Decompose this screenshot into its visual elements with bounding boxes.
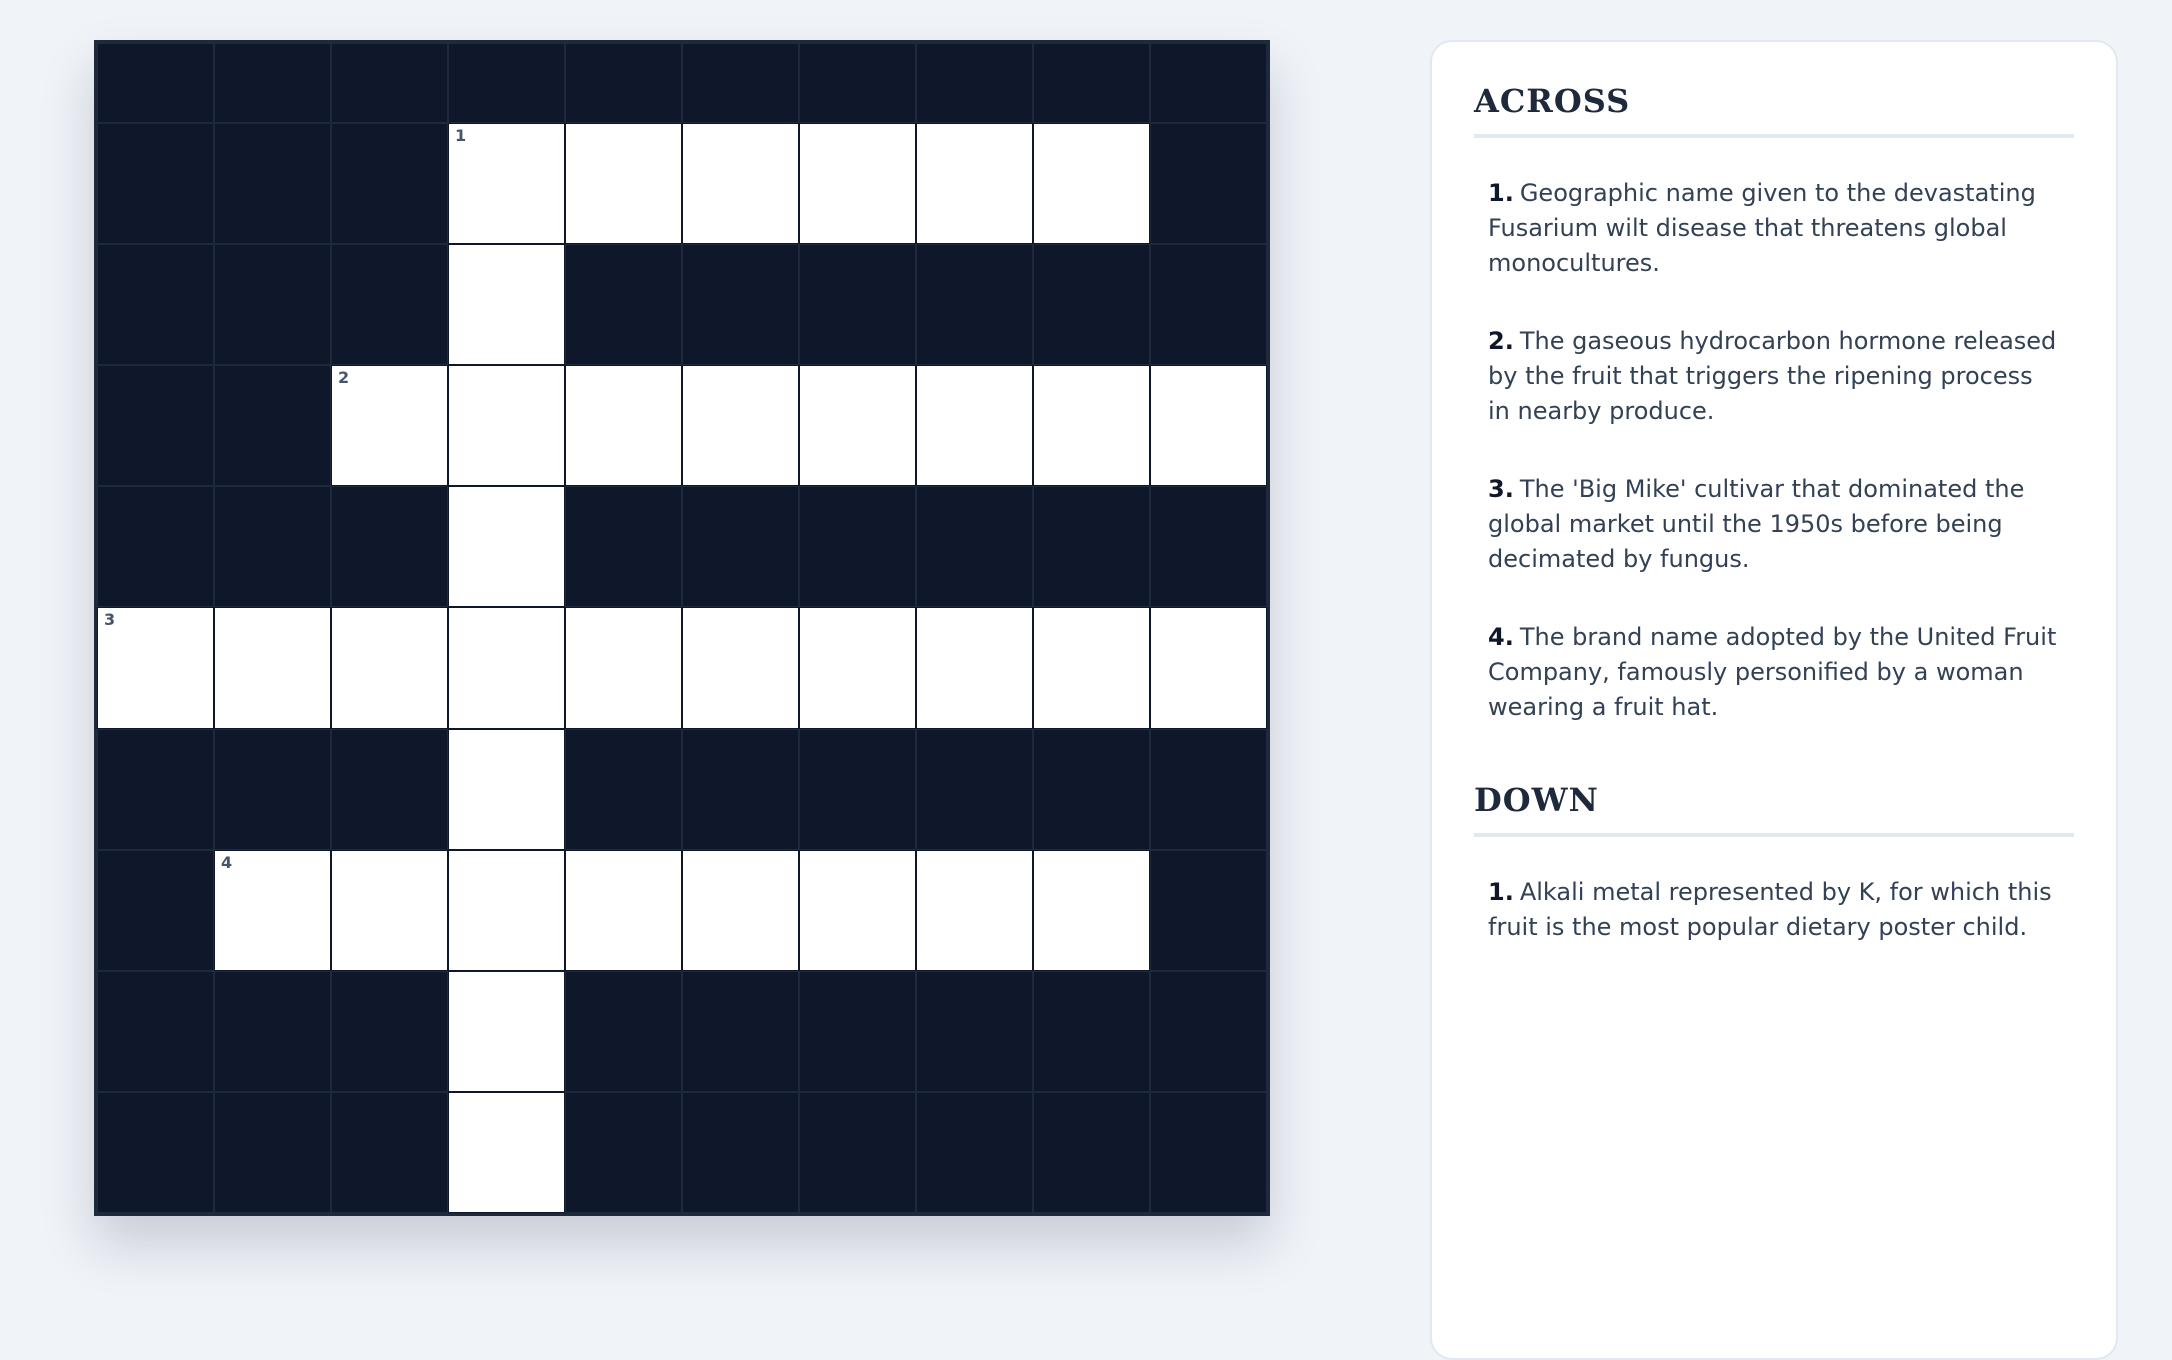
clue-item-number: 3. — [1488, 475, 1514, 503]
grid-cell-block — [682, 43, 799, 123]
grid-cell-open[interactable] — [448, 971, 565, 1092]
grid-cell-block — [682, 1092, 799, 1213]
grid-cell-block — [331, 729, 448, 850]
down-heading: DOWN — [1474, 781, 2074, 837]
grid-cell-open[interactable] — [799, 365, 916, 486]
clue-item-number: 2. — [1488, 327, 1514, 355]
grid-cell-block — [1150, 486, 1267, 607]
grid-cell-block — [682, 486, 799, 607]
grid-cell-block — [799, 729, 916, 850]
grid-cell-block — [214, 244, 331, 365]
grid-cell-block — [97, 1092, 214, 1213]
grid-cell-block — [682, 971, 799, 1092]
grid-cell-open[interactable] — [799, 850, 916, 971]
clue-number: 2 — [338, 368, 350, 388]
grid-cell-open[interactable] — [916, 123, 1033, 244]
grid-cell-block — [214, 1092, 331, 1213]
grid-cell-open[interactable] — [799, 607, 916, 728]
grid-cell-block — [565, 486, 682, 607]
grid-cell-block — [1150, 43, 1267, 123]
grid-cell-open[interactable] — [682, 850, 799, 971]
grid-cell-open[interactable] — [448, 850, 565, 971]
grid-cell-block — [97, 971, 214, 1092]
grid-cell-open[interactable] — [1150, 607, 1267, 728]
grid-cell-block — [565, 43, 682, 123]
grid-cell-block — [682, 244, 799, 365]
grid-cell-block — [1033, 729, 1150, 850]
grid-cell-block — [1150, 244, 1267, 365]
clue-item[interactable] — [1474, 620, 2074, 725]
grid-cell-block — [916, 244, 1033, 365]
grid-cell-block — [331, 1092, 448, 1213]
clue-number: 4 — [221, 852, 233, 872]
clues-panel — [1430, 40, 2118, 1360]
grid-cell-block — [1033, 486, 1150, 607]
grid-cell-block — [1150, 1092, 1267, 1213]
grid-cell-block — [799, 486, 916, 607]
clue-item-text: The brand name adopted by the United Fruit Company, famously personified by a woman wearing a fruit hat. — [1488, 623, 2057, 721]
grid-cell-block — [331, 123, 448, 244]
grid-cell-open[interactable] — [565, 850, 682, 971]
grid-cell-block — [1033, 1092, 1150, 1213]
grid-cell-open[interactable] — [565, 607, 682, 728]
clue-number: 1 — [455, 126, 467, 145]
grid-cell-block — [565, 244, 682, 365]
grid-cell-open[interactable] — [1033, 850, 1150, 971]
grid-cell-open[interactable] — [448, 244, 565, 365]
clue-item-number: 1. — [1488, 878, 1514, 906]
clue-item-number: 1. — [1488, 179, 1514, 207]
grid-cell-block — [331, 244, 448, 365]
grid-cell-block — [1033, 971, 1150, 1092]
grid-cell-open[interactable] — [916, 607, 1033, 728]
clue-item-text: Geographic name given to the devastating Fusarium wilt disease that threatens global monocultures. — [1488, 179, 2036, 277]
grid-cell-block — [214, 43, 331, 123]
grid-cell-block — [97, 43, 214, 123]
grid-cell-open[interactable] — [916, 850, 1033, 971]
grid-cell-block — [214, 365, 331, 486]
clue-number: 3 — [104, 610, 116, 630]
across-heading: ACROSS — [1474, 82, 2074, 138]
grid-cell-block — [1033, 244, 1150, 365]
grid-cell-open[interactable] — [1033, 607, 1150, 728]
grid-cell-block — [331, 43, 448, 123]
grid-cell-block — [799, 971, 916, 1092]
grid-cell-open[interactable] — [916, 365, 1033, 486]
grid-cell-open[interactable] — [1150, 365, 1267, 486]
clue-item-text: The gaseous hydrocarbon hormone released by the fruit that triggers the ripening process in nearby produce. — [1488, 327, 2057, 425]
grid-cell-open[interactable] — [214, 607, 331, 728]
grid-cell-open[interactable] — [682, 365, 799, 486]
crossword-grid — [94, 40, 1270, 1216]
grid-cell-open[interactable] — [448, 729, 565, 850]
grid-cell-block — [1150, 729, 1267, 850]
grid-cell-open[interactable] — [448, 123, 565, 244]
grid-cell-open[interactable] — [565, 365, 682, 486]
grid-cell-open[interactable] — [565, 123, 682, 244]
grid-cell-block — [97, 365, 214, 486]
grid-cell-block — [916, 729, 1033, 850]
grid-cell-block — [1033, 43, 1150, 123]
clue-item-text: The 'Big Mike' cultivar that dominated the global market until the 1950s before being decimated by fungus. — [1488, 475, 2025, 573]
clue-item[interactable] — [1474, 875, 2074, 945]
grid-cell-open[interactable] — [214, 850, 331, 971]
grid-cell-open[interactable] — [799, 123, 916, 244]
grid-cell-block — [1150, 971, 1267, 1092]
grid-cell-block — [97, 244, 214, 365]
across-clue-list — [1474, 176, 2074, 725]
grid-cell-open[interactable] — [97, 607, 214, 728]
grid-cell-open[interactable] — [448, 486, 565, 607]
grid-cell-block — [916, 43, 1033, 123]
grid-cell-block — [214, 123, 331, 244]
grid-cell-open[interactable] — [448, 365, 565, 486]
grid-cell-open[interactable] — [682, 607, 799, 728]
grid-cell-block — [448, 43, 565, 123]
grid-cell-block — [682, 729, 799, 850]
grid-cell-block — [331, 486, 448, 607]
grid-cell-block — [916, 971, 1033, 1092]
clue-item-number: 4. — [1488, 623, 1514, 651]
grid-cell-open[interactable] — [448, 1092, 565, 1213]
grid-cell-open[interactable] — [331, 850, 448, 971]
grid-cell-block — [214, 971, 331, 1092]
down-clue-list — [1474, 875, 2074, 945]
grid-cell-block — [1150, 850, 1267, 971]
clue-item[interactable] — [1474, 324, 2074, 429]
grid-cell-block — [97, 123, 214, 244]
grid-cell-block — [214, 729, 331, 850]
grid-cell-block — [214, 486, 331, 607]
grid-cell-open[interactable] — [448, 607, 565, 728]
grid-cell-open[interactable] — [682, 123, 799, 244]
grid-cell-open[interactable] — [331, 607, 448, 728]
grid-cell-block — [916, 486, 1033, 607]
grid-cell-block — [799, 244, 916, 365]
grid-cell-block — [331, 971, 448, 1092]
grid-cell-block — [97, 486, 214, 607]
grid-cell-open[interactable] — [1033, 365, 1150, 486]
grid-cell-block — [97, 729, 214, 850]
grid-cell-open[interactable] — [331, 365, 448, 486]
grid-cell-block — [916, 1092, 1033, 1213]
grid-cell-open[interactable] — [1033, 123, 1150, 244]
grid-cell-block — [565, 1092, 682, 1213]
grid-cell-block — [799, 43, 916, 123]
grid-cell-block — [565, 729, 682, 850]
grid-cell-block — [97, 850, 214, 971]
clue-item-text: Alkali metal represented by K, for which this fruit is the most popular dietary poster child. — [1488, 878, 2052, 941]
grid-cell-block — [565, 971, 682, 1092]
grid-cell-block — [799, 1092, 916, 1213]
clue-item[interactable] — [1474, 176, 2074, 281]
grid-cell-block — [1150, 123, 1267, 244]
clue-item[interactable] — [1474, 472, 2074, 577]
